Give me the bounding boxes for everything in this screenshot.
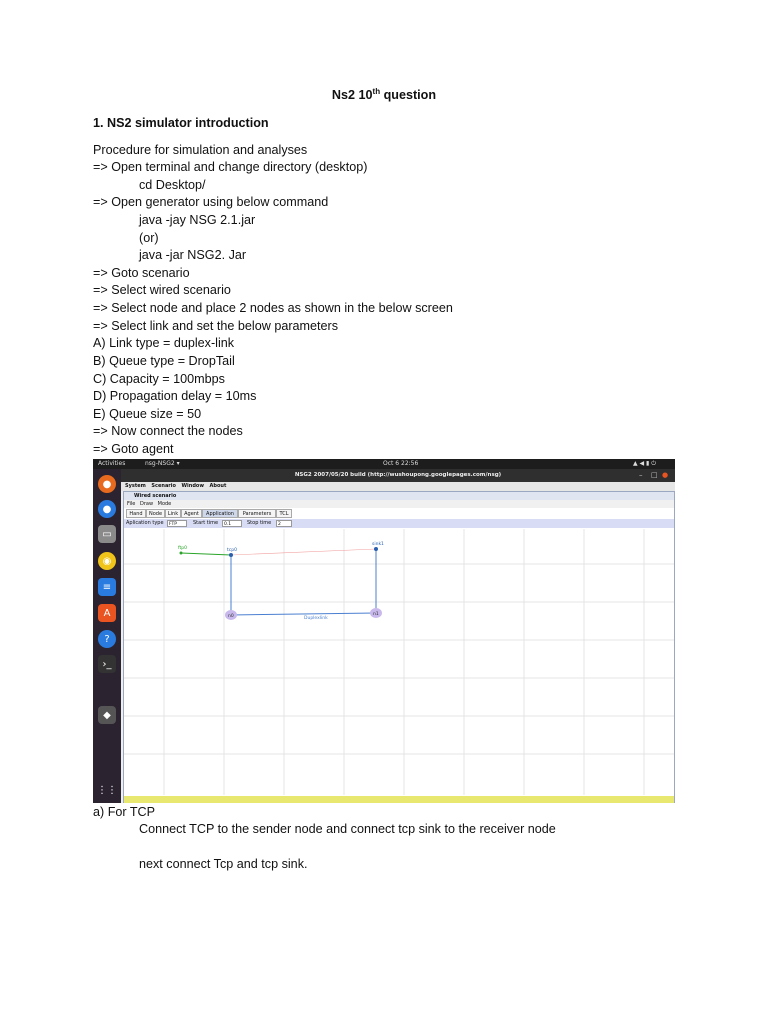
thunderbird-icon: ● (98, 500, 116, 518)
menu-mode: Mode (157, 501, 172, 507)
window-title: NSG2 2007/05/20 build (http://wushoupong.googlepages.com/nsg) (121, 469, 675, 482)
command-line: java -jay NSG 2.1.jar (139, 213, 256, 227)
tool-hand: Hand (126, 509, 146, 518)
parameter-line: E) Queue size = 50 (93, 407, 202, 421)
scenario-toolbar (124, 509, 674, 518)
text-line: a) For TCP (93, 805, 156, 819)
text-line: => Now connect the nodes (93, 424, 243, 438)
app-type-label: Aplication type (126, 520, 164, 526)
terminal-icon: ›_ (98, 655, 116, 673)
show-apps-icon: ⋮⋮ (97, 784, 117, 796)
text-line: => Open terminal and change directory (desktop) (93, 160, 368, 174)
start-time-field: 0.1 (222, 520, 242, 527)
tcp-sink-connection (231, 549, 376, 555)
files-icon: ▭ (98, 525, 116, 543)
system-tray-icons: ▲ ◀ ▮ ⏻ (633, 460, 656, 467)
sink-agent-dot (374, 547, 378, 551)
ftp-agent-dot (180, 552, 183, 555)
tcp-agent-dot (229, 553, 233, 557)
app-menu-label: nsg-NSG2 ▾ (145, 460, 180, 467)
software-icon: A (98, 604, 116, 622)
scenario-menubar (124, 500, 674, 508)
rhythmbox-icon: ◉ (98, 552, 116, 570)
activities-label: Activities (98, 460, 126, 467)
parameter-line: B) Queue type = DropTail (93, 354, 235, 368)
tool-node: Node (146, 509, 165, 518)
text-line: => Goto scenario (93, 266, 190, 280)
duplex-link (231, 613, 376, 615)
scenario-canvas (124, 529, 674, 795)
menu-scenario: Scenario (151, 483, 176, 489)
status-bar (124, 796, 674, 803)
ftp-label: ftp0 (178, 546, 187, 551)
application-parameter-row (124, 519, 674, 528)
text-line: => Goto agent (93, 442, 174, 456)
tcp-label: tcp0 (227, 548, 237, 553)
text-line: => Select wired scenario (93, 283, 231, 297)
nsg2-window (121, 469, 675, 803)
app-type-select: FTP (167, 520, 187, 527)
document-title: Ns2 10th question (331, 87, 437, 103)
tool-tcl: TCL (276, 509, 292, 518)
command-line: java -jar NSG2. Jar (139, 248, 247, 262)
menu-draw: Draw (139, 501, 154, 507)
stop-time-label: Stop time (247, 520, 272, 526)
maximize-icon: □ (651, 471, 658, 479)
parameter-line: D) Propagation delay = 10ms (93, 389, 257, 403)
sink-label: sink1 (372, 542, 384, 547)
tool-parameters: Parameters (238, 509, 276, 518)
parameter-line: A) Link type = duplex-link (93, 336, 235, 350)
menu-about: About (209, 483, 227, 489)
tool-agent: Agent (181, 509, 202, 518)
canvas-grid (124, 529, 674, 795)
desktop-topbar (93, 459, 675, 469)
nsg2-screenshot (93, 459, 675, 803)
n0-label: n0 (228, 614, 234, 619)
start-time-label: Start time (193, 520, 219, 526)
menu-file: File (127, 501, 136, 507)
wired-scenario-frame (123, 491, 675, 803)
section-heading: 1. NS2 simulator introduction (93, 116, 269, 130)
text-line: => Select link and set the below parameters (93, 319, 339, 333)
clock-label: Oct 6 22:56 (383, 460, 419, 467)
text-line: next connect Tcp and tcp sink. (139, 857, 308, 871)
text-line: Procedure for simulation and analyses (93, 143, 308, 157)
minimize-icon: – (639, 471, 643, 479)
application-dock (93, 469, 121, 803)
text-line: Connect TCP to the sender node and connect tcp sink to the receiver node (139, 822, 556, 836)
stop-time-field: 2 (276, 520, 292, 527)
firefox-icon: ● (98, 475, 116, 493)
command-line: cd Desktop/ (139, 178, 206, 192)
link-label: Duplexlink (304, 616, 328, 621)
parameter-line: C) Capacity = 100mbps (93, 372, 225, 386)
java-app-icon: ◆ (98, 706, 116, 724)
text-line: => Open generator using below command (93, 195, 329, 209)
menu-window: Window (181, 483, 204, 489)
menu-system: System (125, 483, 146, 489)
close-icon: ● (662, 471, 669, 479)
writer-icon: ≡ (98, 578, 116, 596)
help-icon: ? (98, 630, 116, 648)
tool-link: Link (165, 509, 181, 518)
text-line: (or) (139, 231, 159, 245)
tool-application: Application (202, 509, 238, 518)
scenario-title: Wired scenario (124, 492, 674, 500)
text-line: => Select node and place 2 nodes as shown in the below screen (93, 301, 453, 315)
main-menubar (121, 482, 675, 491)
n1-label: n1 (373, 612, 379, 617)
